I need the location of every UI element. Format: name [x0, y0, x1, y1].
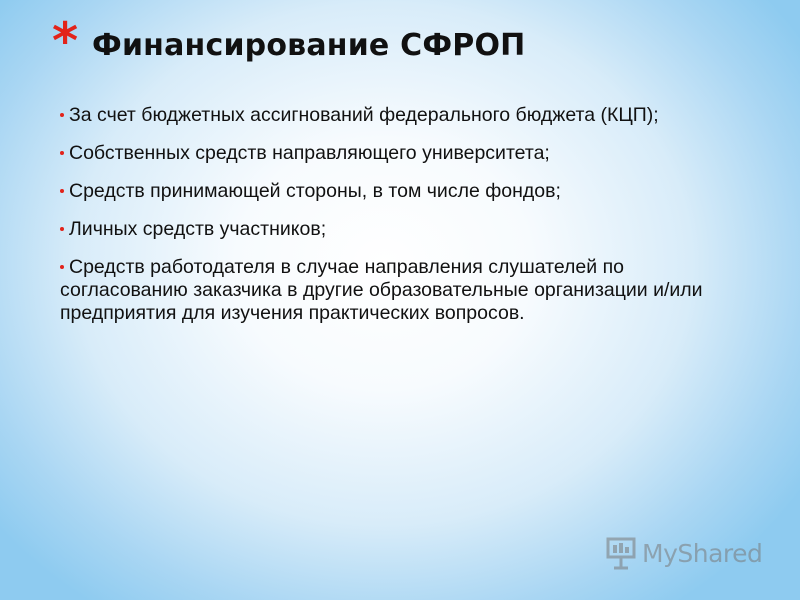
list-item-text: За счет бюджетных ассигнований федерального бюджета (КЦП); [69, 104, 659, 126]
bullet-icon [60, 151, 64, 155]
asterisk-icon: * [52, 12, 79, 70]
watermark-logo [606, 536, 762, 570]
bullet-list [60, 104, 750, 340]
list-item [60, 218, 750, 241]
list-item [60, 104, 750, 127]
list-item-text: Собственных средств направляющего университета; [69, 142, 550, 164]
bullet-icon [60, 265, 64, 269]
slide-title: Финансирование СФРОП [92, 28, 526, 63]
list-item [60, 142, 750, 165]
watermark-text: MyShared [642, 538, 763, 568]
bullet-icon [60, 189, 64, 193]
bullet-icon [60, 227, 64, 231]
presentation-board-icon [606, 536, 636, 570]
list-item-text: Средств работодателя в случае направления слушателей по согласованию заказчика в другие образовательные организации и/или предприятия для изучения практических вопросов. [60, 256, 703, 324]
slide-header [52, 12, 526, 70]
list-item [60, 180, 750, 203]
list-item-text: Личных средств участников; [69, 218, 327, 240]
list-item-text: Средств принимающей стороны, в том числе фондов; [69, 180, 561, 202]
bullet-icon [60, 113, 64, 117]
list-item [60, 256, 750, 325]
